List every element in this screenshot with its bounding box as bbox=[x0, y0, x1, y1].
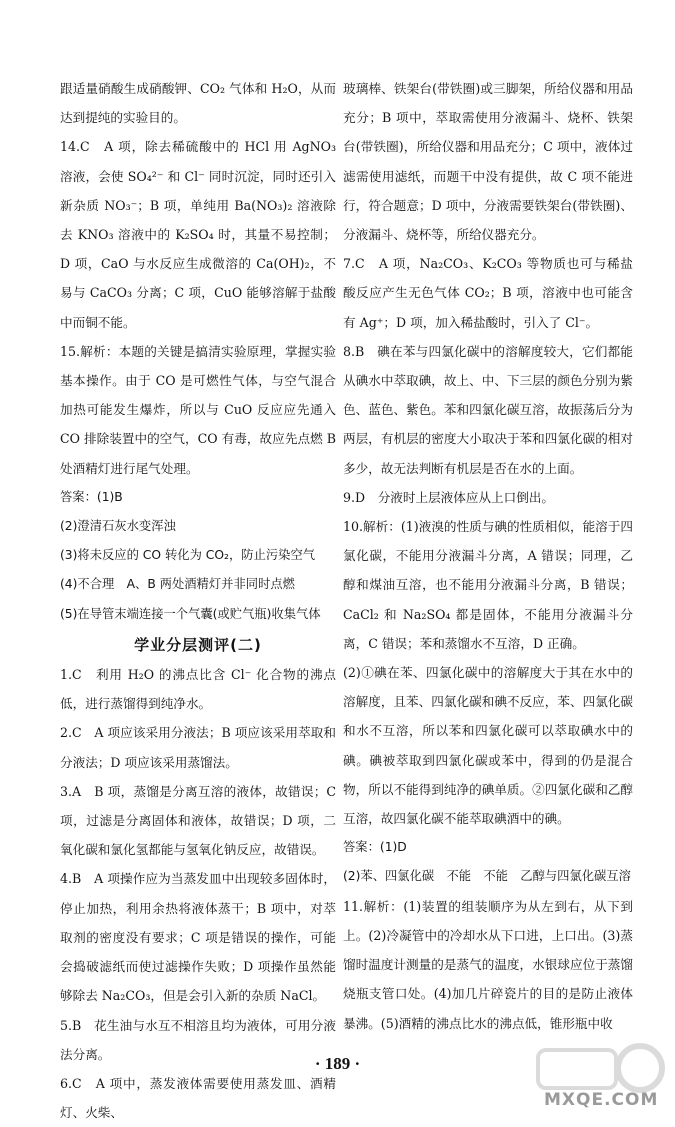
paragraph-14-tail: 跟适量硝酸生成硝酸钾、CO₂ 气体和 H₂O，从而达到提纯的实验目的。 bbox=[60, 81, 336, 126]
answer-14: 14.C A 项，除去稀硫酸中的 HCl 用 AgNO₃ 溶液，会使 SO₄²⁻ 和 Cl⁻ 同时沉淀，同时还引入新杂质 NO₃⁻；B 项，单纯用 Ba(NO₃)₂ 溶液除去 KNO₃ 溶液中的 K₂SO₄ 时，其量不易控制；D 项，CaO 与水反应生成微溶的 Ca(OH)₂，不易与 CaCO₃ 分离；C 项，CuO 能够溶解于盐酸中而铜不能。 bbox=[60, 139, 336, 330]
answer-10-item-1: 答案：(1)D bbox=[343, 840, 407, 855]
answer-15: 15.解析：本题的关键是搞清实验原理，掌握实验基本操作。由于 CO 是可燃性气体，与空气混合加热可能发生爆炸，所以与 CuO 反应应先通入 CO 排除装置中的空气，CO 有毒，故应先点燃 B 处酒精灯进行尾气处理。 bbox=[60, 343, 336, 476]
left-column bbox=[60, 74, 336, 1127]
answer-10-item-2: (2)苯、四氯化碳 不能 不能 乙醇与四氯化碳互溶 bbox=[343, 869, 631, 884]
right-column bbox=[343, 74, 633, 1038]
answer-15-item-4: (4)不合理 A、B 两处酒精灯并非同时点燃 bbox=[60, 577, 295, 592]
answer-4: 4.B A 项操作应为当蒸发皿中出现较多固体时，停止加热，利用余热将液体蒸干；B 项中，对萃取剂的密度没有要求；C 项是错误的操作，可能会捣破滤纸而使过滤操作失败；D 项操作虽然能够除去 Na₂CO₃，但是会引入新的杂质 NaCl。 bbox=[60, 871, 336, 1004]
answer-1: 1.C 利用 H₂O 的沸点比含 Cl⁻ 化合物的沸点低，进行蒸馏得到纯净水。 bbox=[60, 667, 336, 712]
answer-3: 3.A B 项，蒸馏是分离互溶的液体，故错误；C 项，过滤是分离固体和液体，故错误；D 项，二氧化碳和氯化氢都能与氢氧化钠反应，故错误。 bbox=[60, 783, 336, 858]
answer-10-part-2: (2)①碘在苯、四氯化碳中的溶解度大于其在水中的溶解度，且苯、四氯化碳和碘不反应，苯、四氯化碳和水不互溶，所以苯和四氯化碳可以萃取碘水中的碘。碘被萃取到四氯化碳或苯中，得到的仍是混合物，所以不能得到纯净的碘单质。②四氯化碳和乙醇互溶，故四氯化碳不能萃取碘酒中的碘。 bbox=[343, 665, 633, 827]
answer-2: 2.C A 项应该采用分液法；B 项应该采用萃取和分液法；D 项应该采用蒸馏法。 bbox=[60, 725, 336, 770]
answer-8: 8.B 碘在苯与四氯化碳中的溶解度较大，它们都能从碘水中萃取碘，故上、中、下三层的颜色分别为紫色、蓝色、紫色。苯和四氯化碳互溶，故振荡后分为两层，有机层的密度大小取决于苯和四氯化碳的相对多少，故无法判断有机层是否在水的上面。 bbox=[343, 343, 633, 476]
answer-9: 9.D 分液时上层液体应从上口倒出。 bbox=[343, 489, 555, 505]
answer-11: 11.解析：(1)装置的组装顺序为从左到右，从下到上。(2)冷凝管中的冷却水从下口进，上口出。(3)蒸馏时温度计测量的是蒸气的温度，水银球应位于蒸馏烧瓶支管口处。(4)加几片碎瓷片的目的是防止液体暴沸。(5)酒精的沸点比水的沸点低，锥形瓶中收 bbox=[343, 898, 633, 1031]
page-number: · 189 · bbox=[314, 1054, 361, 1073]
answer-7: 7.C A 项，Na₂CO₃、K₂CO₃ 等物质也可与稀盐酸反应产生无色气体 CO₂；B 项，溶液中也可能含有 Ag⁺；D 项，加入稀盐酸时，引入了 Cl⁻。 bbox=[343, 256, 633, 330]
answer-15-item-2: (2)澄清石灰水变浑浊 bbox=[60, 519, 176, 534]
answer-15-item-3: (3)将未反应的 CO 转化为 CO₂，防止污染空气 bbox=[60, 548, 316, 563]
answer-6-tail: 玻璃棒、铁架台(带铁圈)或三脚架，所给仪器和用品充分；B 项中，萃取需使用分液漏斗、烧杯、铁架台(带铁圈)，所给仪器和用品充分；C 项中，液体过滤需使用滤纸，而题干中没有提供，故 C 项不能进行，符合题意；D 项中，分液需要铁架台(带铁圈)、分液漏斗、烧杯等，所给仪器充分。 bbox=[343, 81, 633, 243]
answer-6: 6.C A 项中，蒸发液体需要使用蒸发皿、酒精灯、火柴、 bbox=[60, 1075, 336, 1121]
watermark-site: MXQE.COM bbox=[544, 1090, 659, 1110]
answer-5: 5.B 花生油与水互不相溶且均为液体，可用分液法分离。 bbox=[60, 1017, 336, 1062]
answer-10-part-1: 10.解析：(1)液溴的性质与碘的性质相似，能溶于四氯化碳，不能用分液漏斗分离，A 错误；同理，乙醇和煤油互溶，也不能用分液漏斗分离，B 错误；CaCl₂ 和 Na₂SO₄ 都是固体，不能用分液漏斗分离，C 错误；苯和蒸馏水不互溶，D 正确。 bbox=[343, 519, 633, 651]
answer-15-item-5: (5)在导管末端连接一个气囊(或贮气瓶)收集气体 bbox=[60, 606, 321, 621]
answer-15-item-1: 答案：(1)B bbox=[60, 489, 123, 504]
section-title: 学业分层测评(二) bbox=[134, 635, 262, 654]
